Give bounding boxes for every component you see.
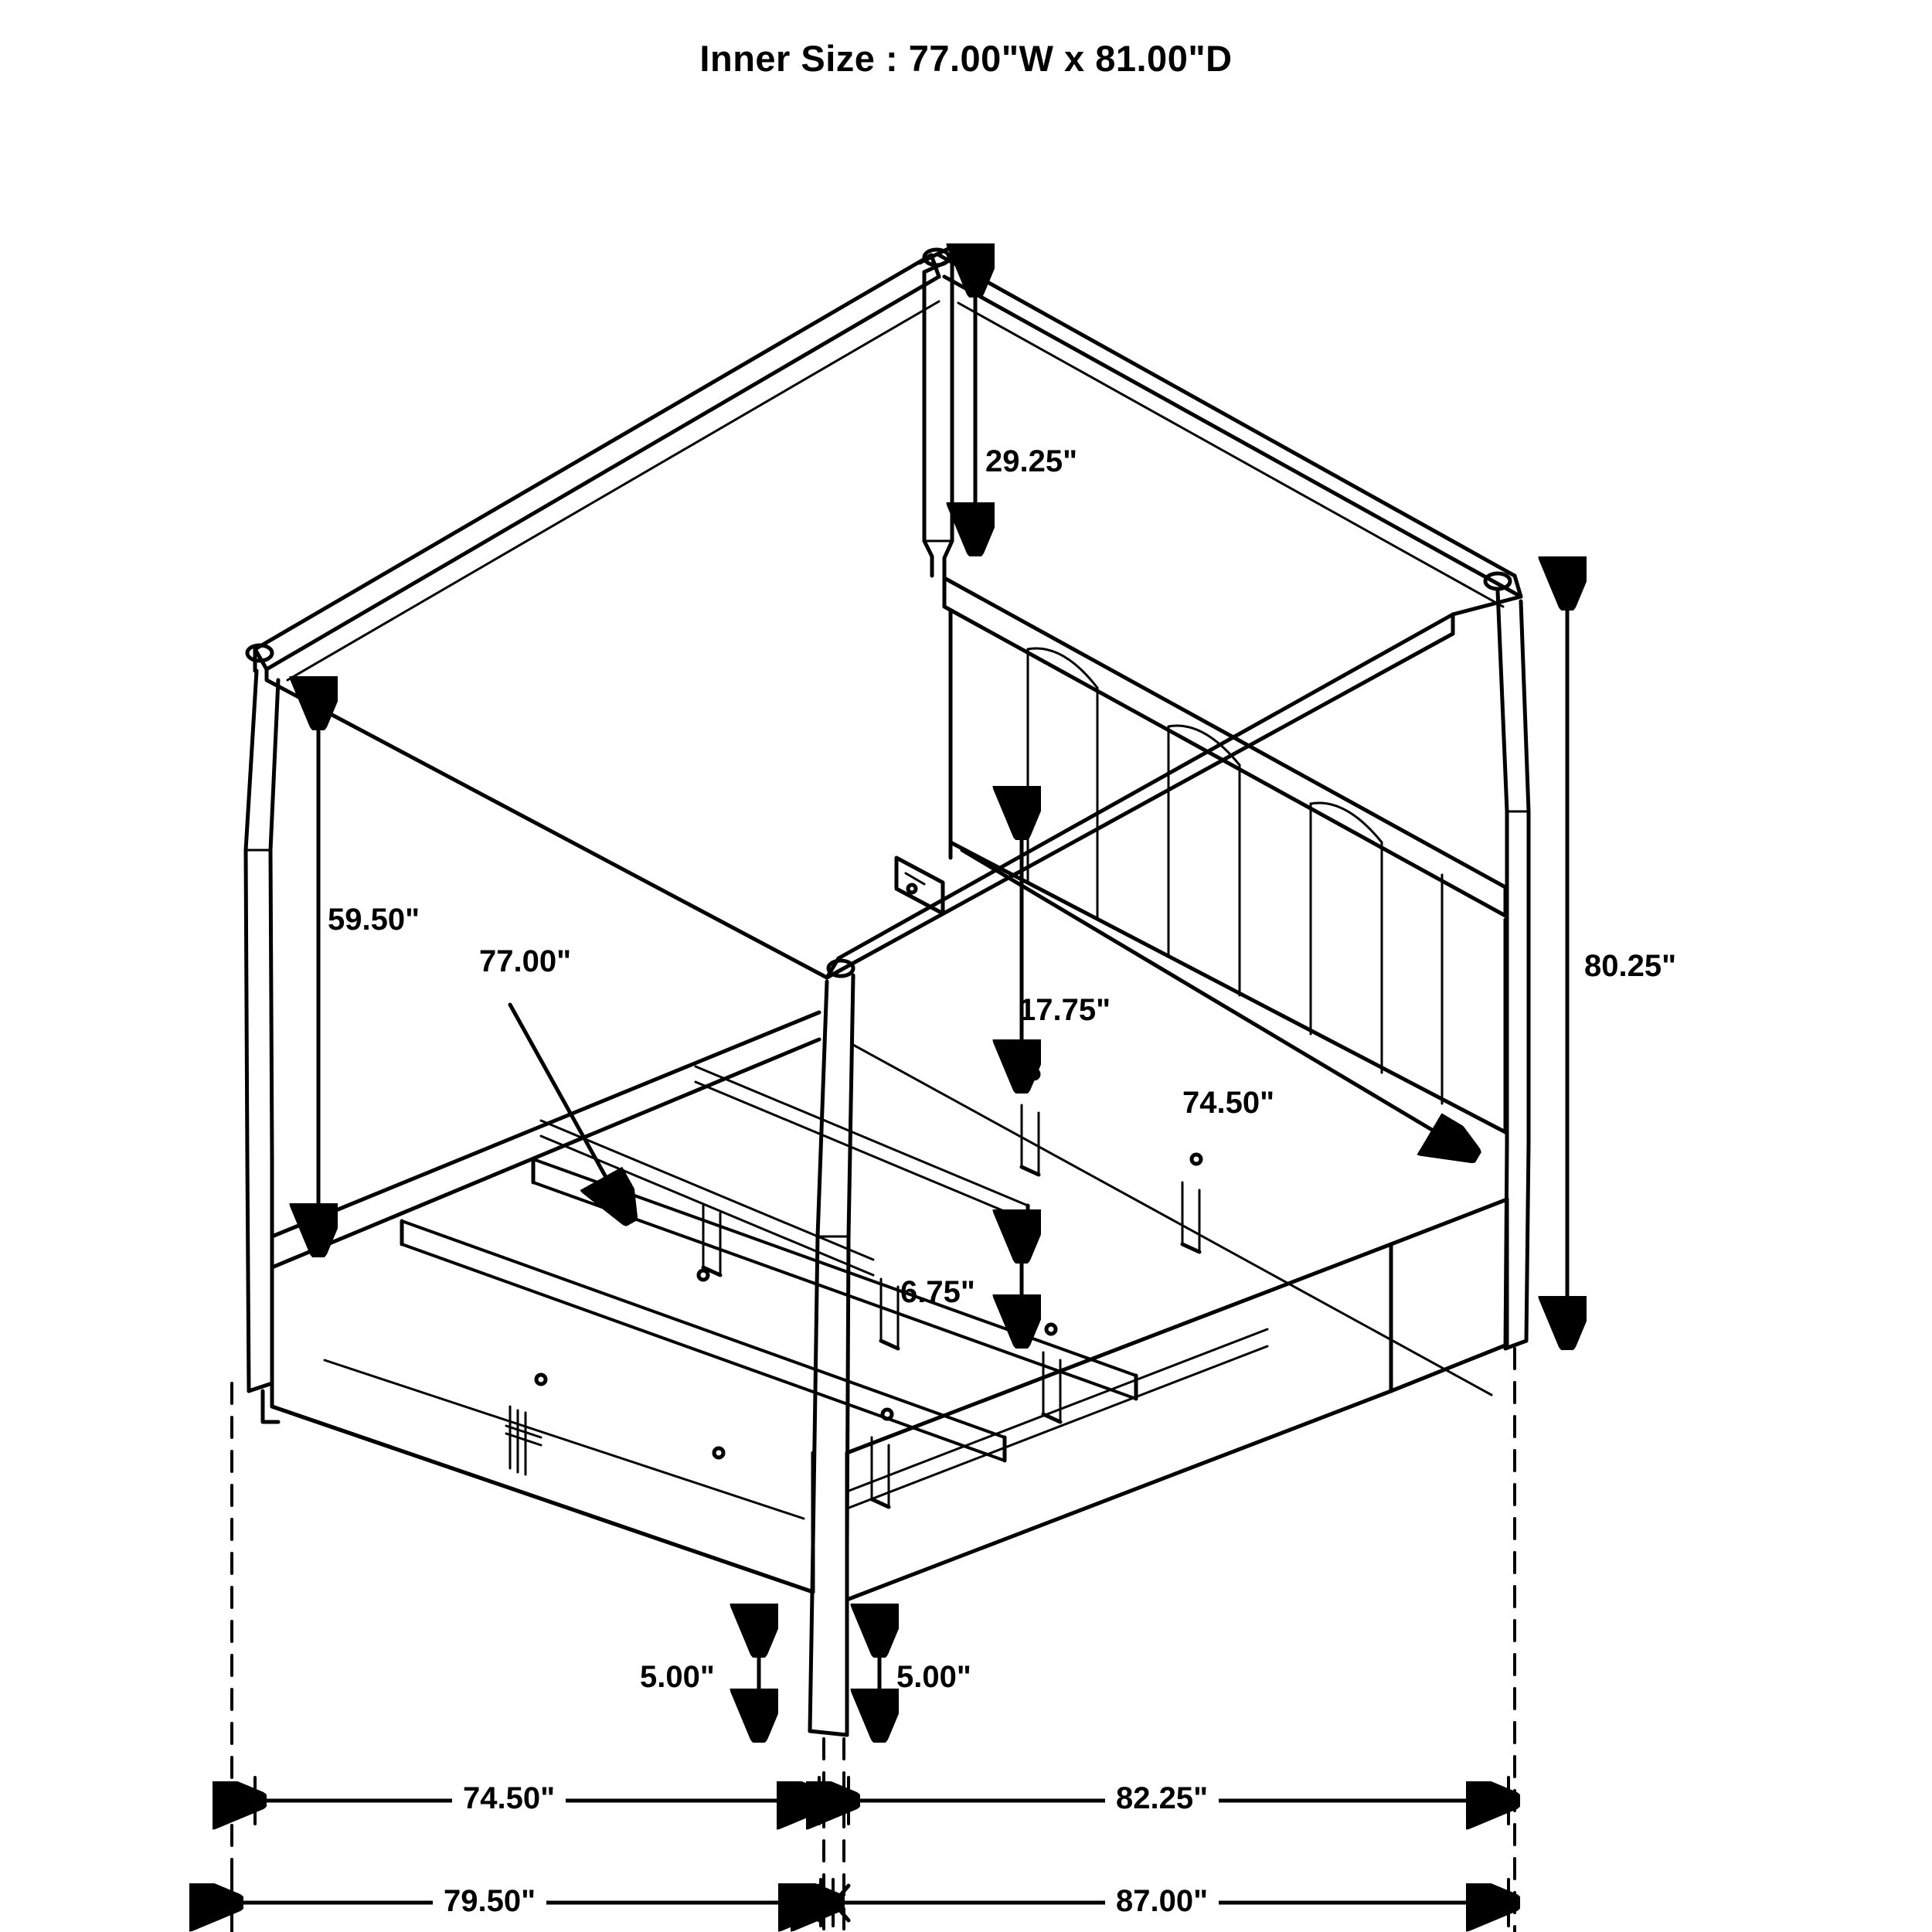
dimension-label-6-75: 6.75"	[900, 1275, 975, 1309]
dimension-label-5-00-left: 5.00"	[640, 1660, 715, 1694]
dimension-label-82-25: 82.25"	[1105, 1781, 1219, 1816]
dimension-label-77-00: 77.00"	[479, 944, 572, 978]
headboard	[944, 578, 1505, 1132]
page-title: Inner Size : 77.00"W x 81.00"D	[699, 38, 1233, 79]
canopy-corner-caps	[247, 250, 1510, 976]
dimension-label-5-00-right: 5.00"	[896, 1660, 971, 1694]
dimension-label-79-50: 79.50"	[433, 1884, 546, 1919]
canopy-top-frame	[255, 246, 1521, 978]
bed-rails	[263, 1012, 1507, 1600]
extension-lines	[232, 1349, 1515, 1932]
dimension-label-80-25: 80.25"	[1584, 949, 1677, 983]
dimension-label-74-50-bottom: 74.50"	[452, 1781, 566, 1816]
dimension-label-59-50: 59.50"	[328, 903, 420, 937]
dimension-label-29-25: 29.25"	[985, 444, 1078, 478]
dimension-label-17-75: 17.75"	[1019, 993, 1111, 1027]
dimension-label-87-00: 87.00"	[1105, 1884, 1219, 1919]
dimension-label-74-50-side: 74.50"	[1182, 1086, 1275, 1120]
